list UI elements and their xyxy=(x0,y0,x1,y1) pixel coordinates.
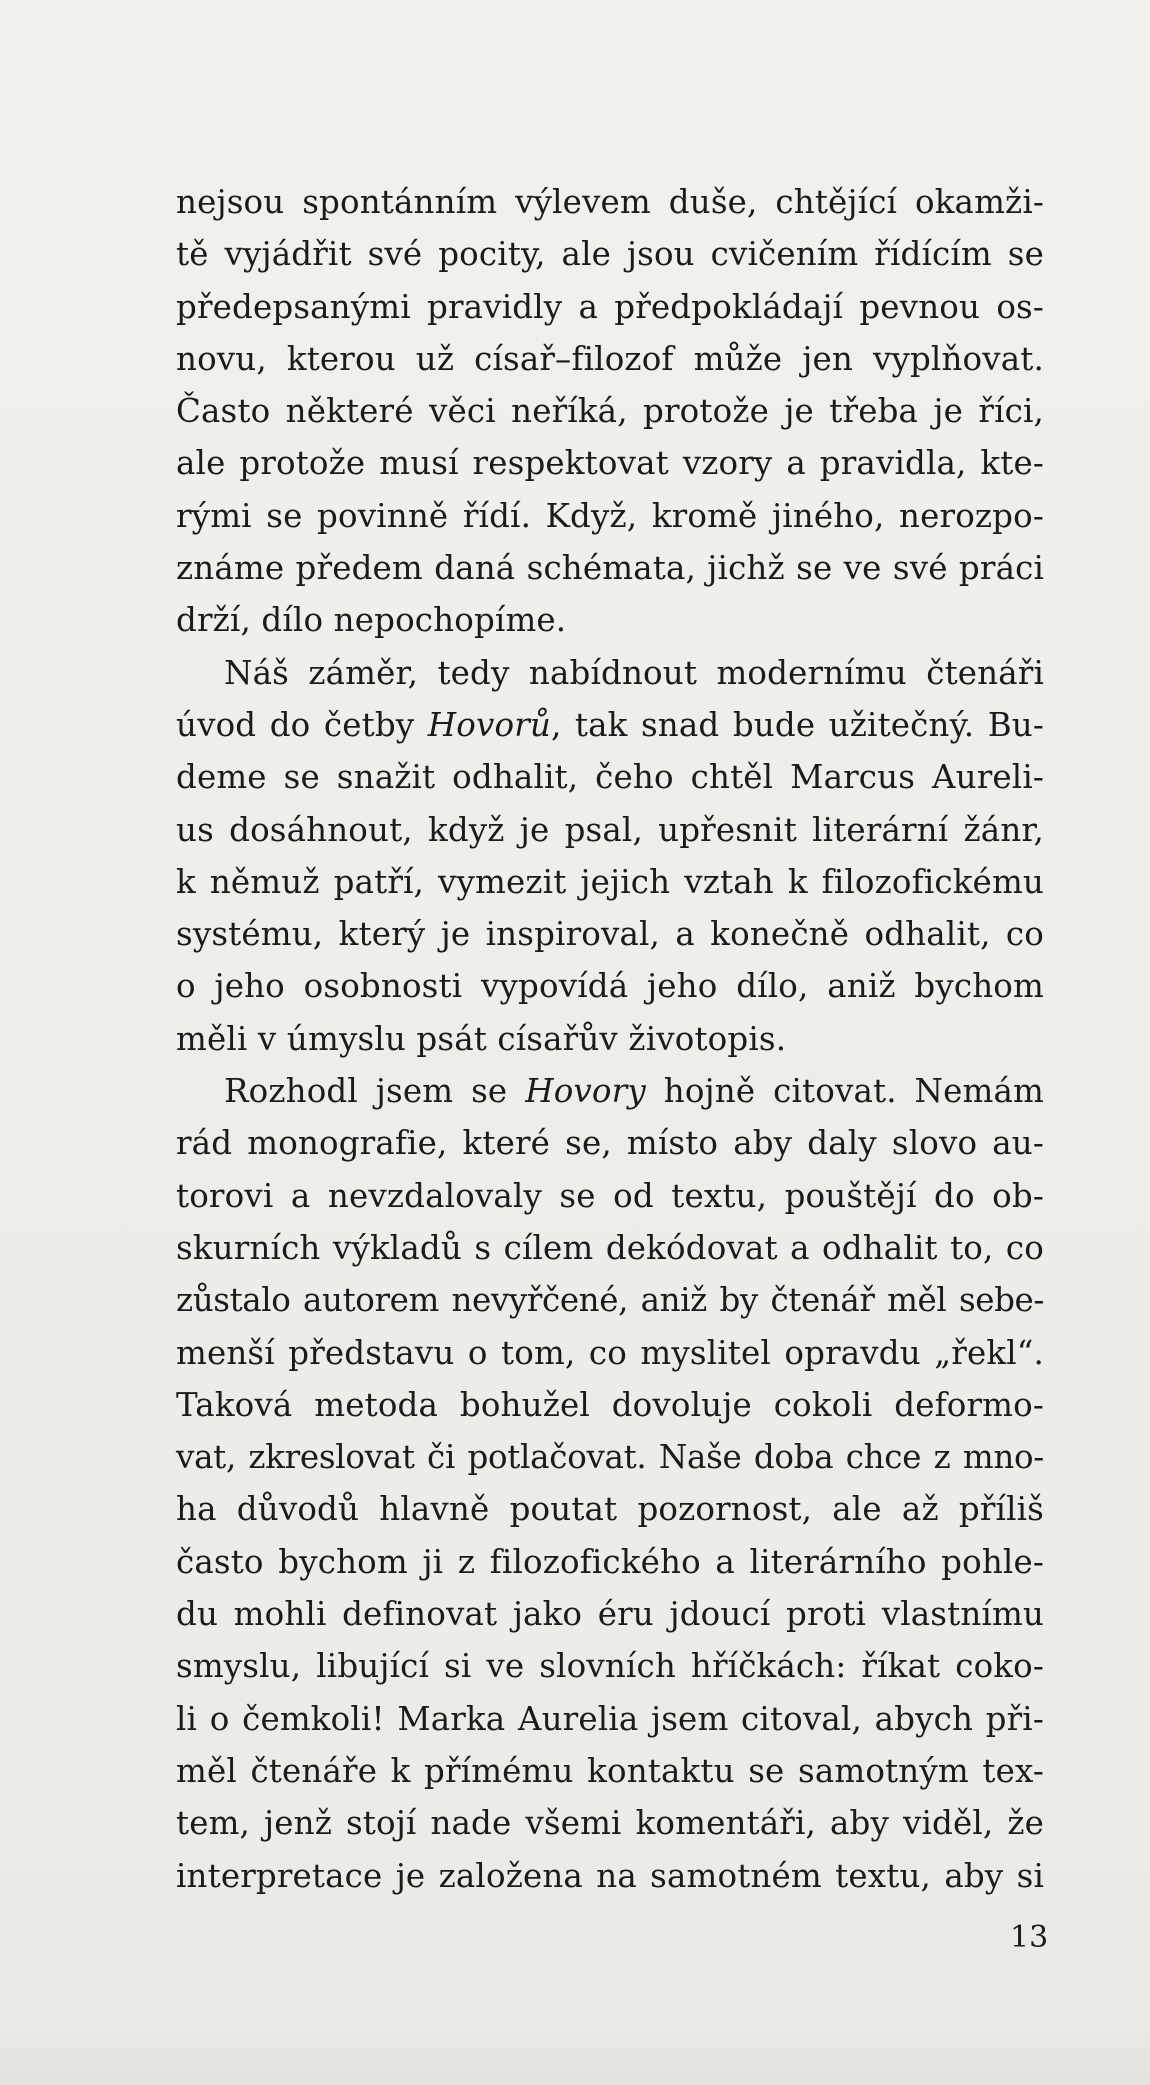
text-line: k němuž patří, vymezit jejich vztah k filozofickému xyxy=(176,862,1044,901)
text-line: měl čtenáře k přímému kontaktu se samotným tex- xyxy=(176,1751,1044,1790)
body-text xyxy=(176,176,1044,1902)
text-line: tem, jenž stojí nade všemi komentáři, aby viděl, že xyxy=(176,1804,1044,1843)
text-line: rými se povinně řídí. Když, kromě jiného, nerozpo- xyxy=(176,496,1044,535)
text-line: smyslu, libující si ve slovních hříčkách: říkat coko- xyxy=(176,1647,1044,1686)
text-line: systému, který je inspiroval, a konečně odhalit, co xyxy=(176,915,1044,954)
text-line: ale protože musí respektovat vzory a pravidla, kte- xyxy=(176,444,1044,483)
text-line: interpretace je založena na samotném textu, aby si xyxy=(176,1856,1044,1895)
text-line: li o čemkoli! Marka Aurelia jsem citoval, abych při- xyxy=(176,1699,1044,1738)
text-line: často bychom ji z filozofického a literárního pohle- xyxy=(176,1542,1044,1581)
text-line: rád monografie, které se, místo aby daly slovo au- xyxy=(176,1124,1044,1163)
text-line: měli v úmyslu psát císařův životopis. xyxy=(176,1019,787,1058)
text-line: známe předem daná schémata, jichž se ve své práci xyxy=(176,549,1044,588)
text-line: vat, zkreslovat či potlačovat. Naše doba chce z mno- xyxy=(176,1438,1044,1477)
text-line: torovi a nevzdalovaly se od textu, pouštějí do ob- xyxy=(176,1176,1044,1215)
text-line: deme se snažit odhalit, čeho chtěl Marcus Aureli- xyxy=(176,758,1044,797)
text-line: Rozhodl jsem se Hovory hojně citovat. Nemám xyxy=(224,1072,1044,1111)
text-line: drží, dílo nepochopíme. xyxy=(176,601,567,640)
text-line: tě vyjádřit své pocity, ale jsou cvičením řídícím se xyxy=(176,235,1044,274)
text-line: us dosáhnout, když je psal, upřesnit literární žánr, xyxy=(176,810,1044,849)
text-line: novu, kterou už císař–filozof může jen vyplňovat. xyxy=(176,339,1044,378)
text-line: ha důvodů hlavně poutat pozornost, ale až příliš xyxy=(176,1490,1044,1529)
text-line: skurních výkladů s cílem dekódovat a odhalit to, co xyxy=(176,1228,1044,1267)
text-line: nejsou spontánním výlevem duše, chtějící okamži- xyxy=(176,183,1044,221)
italic-title: Hovorů xyxy=(427,705,551,744)
text-line: zůstalo autorem nevyřčené, aniž by čtenář měl sebe- xyxy=(176,1281,1044,1320)
text-line: o jeho osobnosti vypovídá jeho dílo, aniž bychom xyxy=(176,967,1044,1006)
text-line: předepsanými pravidly a předpokládají pevnou os- xyxy=(176,287,1044,326)
text-line: Často některé věci neříká, protože je třeba je říci, xyxy=(176,392,1044,431)
page-number: 13 xyxy=(1010,1920,1049,1955)
text-line: du mohli definovat jako éru jdoucí proti vlastnímu xyxy=(176,1595,1044,1634)
text-line: úvod do četby Hovorů, tak snad bude užitečný. Bu- xyxy=(176,705,1045,744)
italic-title: Hovory xyxy=(525,1072,646,1111)
text-line: Taková metoda bohužel dovoluje cokoli deformo- xyxy=(176,1385,1044,1424)
text-line: menší představu o tom, co myslitel opravdu „řekl“. xyxy=(176,1333,1044,1372)
text-line: Náš záměr, tedy nabídnout modernímu čtenáři xyxy=(224,653,1044,692)
